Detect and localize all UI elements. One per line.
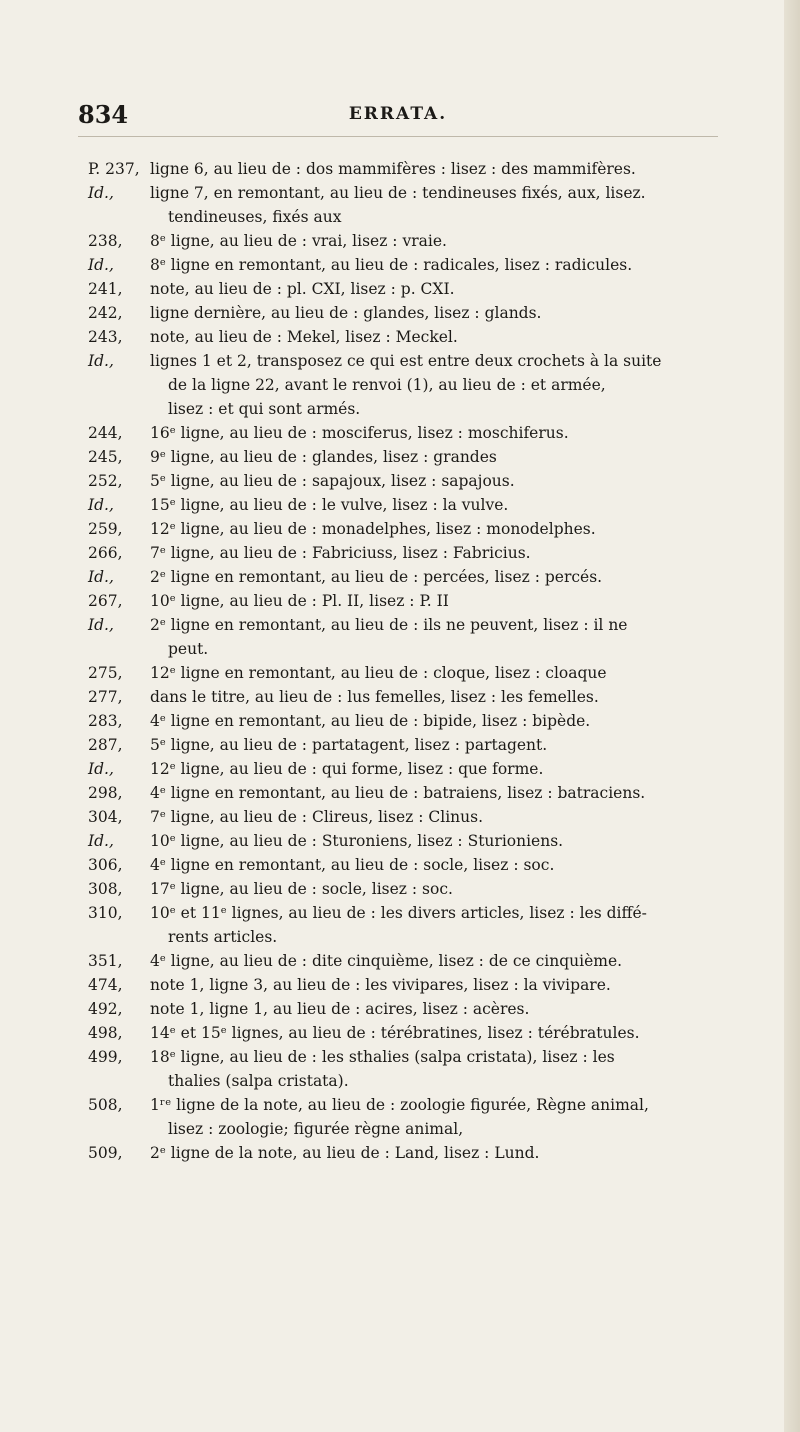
- entry-page-ref: 252,: [88, 472, 123, 490]
- entry-text: 14ᵉ et 15ᵉ lignes, au lieu de : térébratines, lisez : térébratules.: [150, 1024, 640, 1042]
- entry-page-ref: 283,: [88, 712, 123, 730]
- errata-entry: [88, 685, 778, 709]
- entry-text: note 1, ligne 3, au lieu de : les vivipares, lisez : la vivipare.: [150, 976, 611, 994]
- entry-text: dans le titre, au lieu de : lus femelles, lisez : les femelles.: [150, 688, 599, 706]
- entry-text: 4ᵉ ligne en remontant, au lieu de : socle, lisez : soc.: [150, 856, 555, 874]
- entry-page-ref: Id.,: [88, 496, 114, 514]
- entry-page-ref: 499,: [88, 1048, 123, 1066]
- entry-page-ref: 306,: [88, 856, 123, 874]
- entry-text: 7ᵉ ligne, au lieu de : Fabriciuss, lisez : Fabricius.: [150, 544, 531, 562]
- errata-entry: [88, 805, 778, 829]
- entry-text: 4ᵉ ligne, au lieu de : dite cinquième, lisez : de ce cinquième.: [150, 952, 623, 970]
- entry-text: note 1, ligne 1, au lieu de : acires, lisez : acères.: [150, 1000, 530, 1018]
- entry-continuation: thalies (salpa cristata).: [168, 1072, 349, 1090]
- entry-page-ref: 259,: [88, 520, 123, 538]
- entry-page-ref: 492,: [88, 1000, 123, 1018]
- entry-page-ref: 304,: [88, 808, 123, 826]
- errata-entry: [88, 277, 778, 301]
- entry-page-ref: 275,: [88, 664, 123, 682]
- errata-entry: [88, 589, 778, 613]
- errata-entry: [88, 1093, 778, 1141]
- entry-page-ref: 238,: [88, 232, 123, 250]
- entry-page-ref: Id.,: [88, 352, 114, 370]
- entry-text: 12ᵉ ligne, au lieu de : qui forme, lisez : que forme.: [150, 760, 544, 778]
- entry-text: ligne 7, en remontant, au lieu de : tendineuses fixés, aux, lisez.: [150, 184, 646, 202]
- entry-text: 8ᵉ ligne en remontant, au lieu de : radicales, lisez : radicules.: [150, 256, 633, 274]
- entry-text: 18ᵉ ligne, au lieu de : les sthalies (salpa cristata), lisez : les: [150, 1048, 615, 1066]
- errata-entry: [88, 613, 778, 661]
- entry-page-ref: Id.,: [88, 256, 114, 274]
- entry-continuation: peut.: [168, 640, 209, 658]
- entry-text: 9ᵉ ligne, au lieu de : glandes, lisez : grandes: [150, 448, 497, 466]
- entry-continuation: rents articles.: [168, 928, 278, 946]
- entry-text: 4ᵉ ligne en remontant, au lieu de : bipide, lisez : bipède.: [150, 712, 591, 730]
- errata-entry: [88, 781, 778, 805]
- entry-text: 15ᵉ ligne, au lieu de : le vulve, lisez : la vulve.: [150, 496, 509, 514]
- errata-entry: [88, 949, 778, 973]
- entry-text: 2ᵉ ligne en remontant, au lieu de : percées, lisez : percés.: [150, 568, 603, 586]
- entry-page-ref: 509,: [88, 1144, 123, 1162]
- page-number: 834: [78, 100, 129, 129]
- entry-continuation: de la ligne 22, avant le renvoi (1), au lieu de : et armée,: [168, 376, 606, 394]
- entry-page-ref: Id.,: [88, 568, 114, 586]
- entry-text: 5ᵉ ligne, au lieu de : sapajoux, lisez : sapajous.: [150, 472, 515, 490]
- entry-text: 10ᵉ ligne, au lieu de : Pl. II, lisez : P. II: [150, 592, 449, 610]
- errata-entry: [88, 157, 778, 181]
- errata-entry: [88, 1045, 778, 1093]
- errata-list: [88, 157, 778, 1165]
- entry-continuation: tendineuses, fixés aux: [168, 208, 342, 226]
- entry-text: lignes 1 et 2, transposez ce qui est entre deux crochets à la suite: [150, 352, 662, 370]
- entry-page-ref: 351,: [88, 952, 123, 970]
- entry-text: 4ᵉ ligne en remontant, au lieu de : batraiens, lisez : batraciens.: [150, 784, 646, 802]
- entry-continuation: lisez : zoologie; figurée règne animal,: [168, 1120, 464, 1138]
- errata-entry: [88, 349, 778, 421]
- entry-text: 5ᵉ ligne, au lieu de : partatagent, lisez : partagent.: [150, 736, 548, 754]
- errata-entry: [88, 1141, 778, 1165]
- entry-text: 2ᵉ ligne de la note, au lieu de : Land, lisez : Lund.: [150, 1144, 540, 1162]
- entry-text: 8ᵉ ligne, au lieu de : vrai, lisez : vraie.: [150, 232, 447, 250]
- errata-entry: [88, 997, 778, 1021]
- entry-text: note, au lieu de : Mekel, lisez : Meckel.: [150, 328, 458, 346]
- errata-entry: [88, 829, 778, 853]
- errata-entry: [88, 325, 778, 349]
- errata-entry: [88, 661, 778, 685]
- entry-page-ref: 243,: [88, 328, 123, 346]
- entry-text: 10ᵉ et 11ᵉ lignes, au lieu de : les divers articles, lisez : les diffé-: [150, 904, 647, 922]
- entry-text: 12ᵉ ligne, au lieu de : monadelphes, lisez : monodelphes.: [150, 520, 596, 538]
- entry-continuation: lisez : et qui sont armés.: [168, 400, 361, 418]
- entry-text: 16ᵉ ligne, au lieu de : mosciferus, lisez : moschiferus.: [150, 424, 569, 442]
- entry-page-ref: 498,: [88, 1024, 123, 1042]
- errata-entry: [88, 1021, 778, 1045]
- entry-page-ref: 267,: [88, 592, 123, 610]
- errata-entry: [88, 733, 778, 757]
- entry-page-ref: 308,: [88, 880, 123, 898]
- errata-entry: [88, 445, 778, 469]
- entry-page-ref: 277,: [88, 688, 123, 706]
- errata-entry: [88, 517, 778, 541]
- entry-page-ref: 474,: [88, 976, 123, 994]
- entry-page-ref: 508,: [88, 1096, 123, 1114]
- entry-page-ref: 298,: [88, 784, 123, 802]
- entry-text: ligne 6, au lieu de : dos mammifères : lisez : des mammifères.: [150, 160, 636, 178]
- errata-entry: [88, 469, 778, 493]
- errata-entry: [88, 253, 778, 277]
- errata-entry: [88, 565, 778, 589]
- errata-entry: [88, 757, 778, 781]
- errata-entry: [88, 229, 778, 253]
- running-title: ERRATA.: [348, 104, 448, 124]
- entry-page-ref: 266,: [88, 544, 123, 562]
- entry-text: 2ᵉ ligne en remontant, au lieu de : ils ne peuvent, lisez : il ne: [150, 616, 628, 634]
- errata-entry: [88, 181, 778, 229]
- page-edge-shadow: [784, 0, 800, 1432]
- entry-text: ligne dernière, au lieu de : glandes, lisez : glands.: [150, 304, 542, 322]
- errata-entry: [88, 901, 778, 949]
- entry-text: 17ᵉ ligne, au lieu de : socle, lisez : soc.: [150, 880, 453, 898]
- errata-entry: [88, 301, 778, 325]
- entry-page-ref: Id.,: [88, 832, 114, 850]
- errata-entry: [88, 541, 778, 565]
- entry-text: 1ʳᵉ ligne de la note, au lieu de : zoologie figurée, Règne animal,: [150, 1096, 649, 1114]
- entry-page-ref: Id.,: [88, 184, 114, 202]
- entry-page-ref: 310,: [88, 904, 123, 922]
- entry-page-ref: 245,: [88, 448, 123, 466]
- page-header: [78, 100, 718, 132]
- entry-page-ref: 287,: [88, 736, 123, 754]
- entry-page-ref: 242,: [88, 304, 123, 322]
- entry-page-ref: Id.,: [88, 616, 114, 634]
- errata-entry: [88, 973, 778, 997]
- errata-entry: [88, 493, 778, 517]
- errata-entry: [88, 709, 778, 733]
- entry-text: 10ᵉ ligne, au lieu de : Sturoniens, lisez : Sturioniens.: [150, 832, 564, 850]
- entry-text: 12ᵉ ligne en remontant, au lieu de : cloque, lisez : cloaque: [150, 664, 607, 682]
- header-rule: [78, 136, 718, 137]
- errata-entry: [88, 421, 778, 445]
- entry-page-ref: P. 237,: [88, 160, 140, 178]
- errata-entry: [88, 853, 778, 877]
- entry-page-ref: Id.,: [88, 760, 114, 778]
- entry-text: note, au lieu de : pl. CXI, lisez : p. CXI.: [150, 280, 455, 298]
- errata-entry: [88, 877, 778, 901]
- entry-text: 7ᵉ ligne, au lieu de : Clireus, lisez : Clinus.: [150, 808, 484, 826]
- entry-page-ref: 241,: [88, 280, 123, 298]
- entry-page-ref: 244,: [88, 424, 123, 442]
